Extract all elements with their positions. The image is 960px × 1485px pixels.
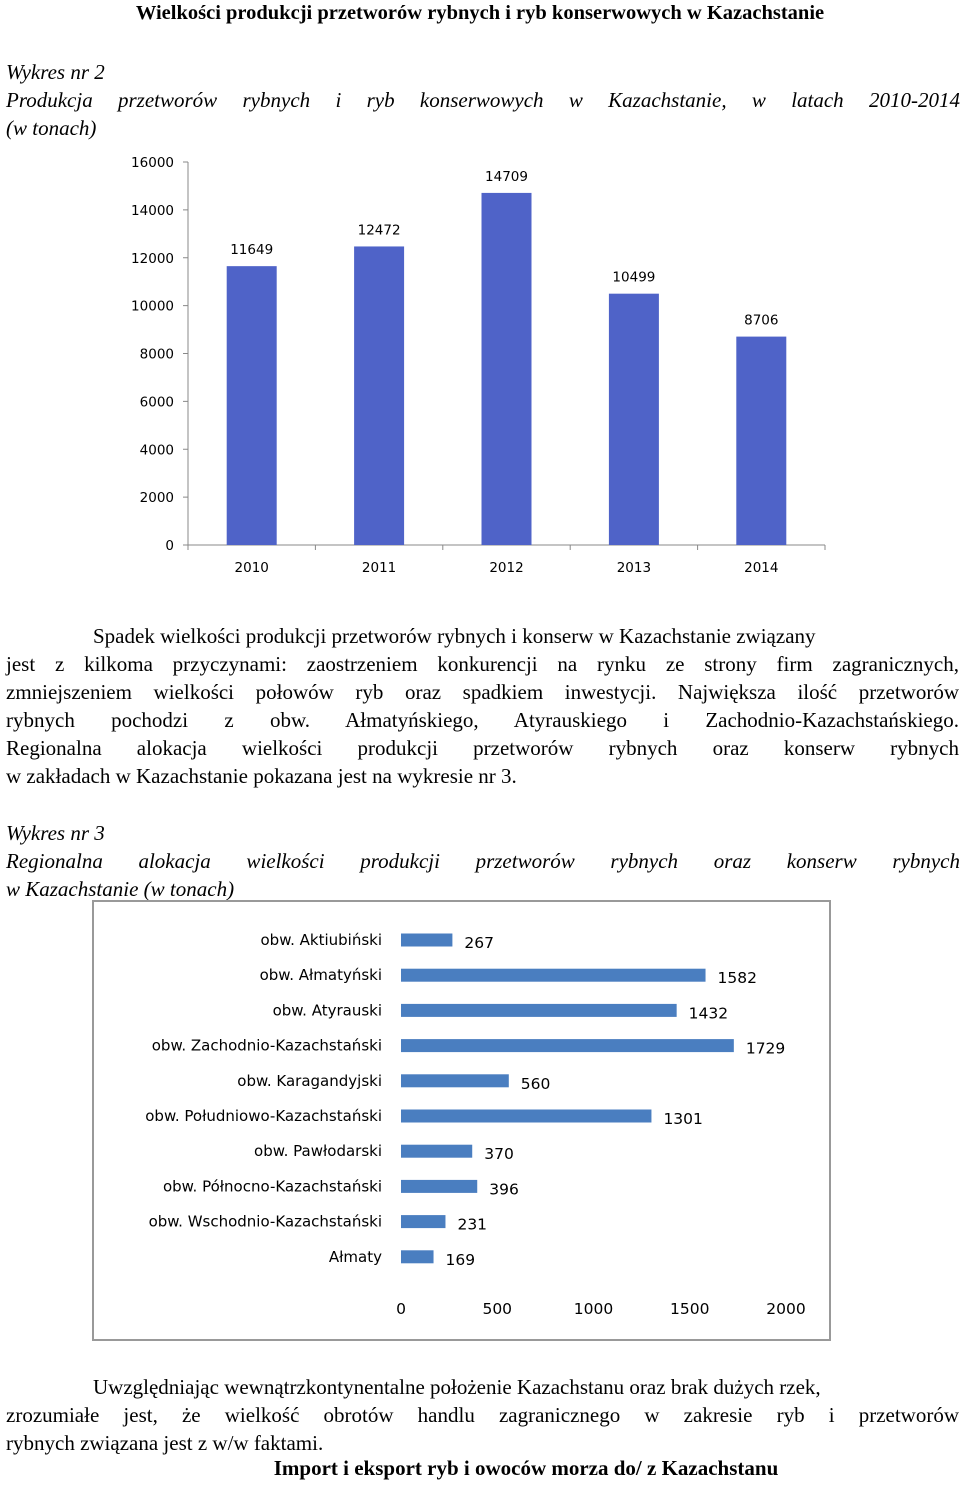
y-tick-label: 12000 <box>131 250 174 267</box>
x-tick-label: 2000 <box>766 1300 806 1318</box>
paragraph2-line3: rybnych związana jest z w/w faktami. <box>6 1431 324 1455</box>
bar-obw. Aktiubiński <box>401 934 452 947</box>
bar-obw. Zachodnio-Kazachstański <box>401 1039 734 1052</box>
data-label: 1729 <box>745 1039 786 1058</box>
category-label: obw. Ałmatyński <box>259 966 382 985</box>
category-label: obw. Karagandyjski <box>237 1071 382 1090</box>
category-label: obw. Pawłodarski <box>254 1142 382 1161</box>
data-label: 1582 <box>717 969 757 988</box>
y-tick-label: 0 <box>165 538 174 554</box>
category-label: obw. Aktiubiński <box>260 931 382 949</box>
regional-bar-chart <box>92 900 832 1342</box>
data-label: 10499 <box>612 269 656 286</box>
x-tick-label: 1000 <box>573 1300 614 1318</box>
data-label: 11649 <box>230 242 274 259</box>
category-label: Ałmaty <box>328 1247 382 1266</box>
y-tick-label: 16000 <box>131 155 174 171</box>
figure3-label: Wykres nr 3 <box>6 821 105 845</box>
bar-2014 <box>736 337 786 545</box>
y-tick-label: 6000 <box>139 394 174 411</box>
category-label: obw. Atyrauski <box>272 1001 382 1020</box>
x-tick-label: 500 <box>482 1300 513 1318</box>
y-tick-label: 14000 <box>131 202 174 219</box>
bar-obw. Ałmatyński <box>401 969 706 982</box>
data-label: 14709 <box>485 168 528 185</box>
x-tick-label: 2012 <box>489 560 524 576</box>
x-tick-label: 0 <box>396 1300 406 1318</box>
paragraph1-line1: Spadek wielkości produkcji przetworów rybnych i konserw w Kazachstanie związany <box>93 624 816 648</box>
data-label: 1432 <box>688 1004 729 1023</box>
paragraph1-line2: jest z kilkoma przyczynami: zaostrzeniem konkurencji na rynku ze strony firm zagranicznych, <box>6 652 959 676</box>
category-label: obw. Zachodnio-Kazachstański <box>151 1036 382 1055</box>
paragraph1-line4: rybnych pochodzi z obw. Ałmatyńskiego, Atyrauskiego i Zachodnio-Kazachstańskiego. <box>6 708 959 732</box>
data-label: 370 <box>484 1145 514 1164</box>
bar-obw. Południowo-Kazachstański <box>401 1110 651 1123</box>
bar-2013 <box>609 294 659 545</box>
data-label: 231 <box>457 1215 488 1234</box>
x-tick-label: 2013 <box>616 560 652 576</box>
bar-2012 <box>482 193 532 545</box>
data-label: 8706 <box>744 312 779 329</box>
bar-obw. Pawłodarski <box>401 1145 472 1158</box>
figure3-caption-line2: w Kazachstanie (w tonach) <box>6 877 235 901</box>
figure2-caption-line1: Produkcja przetworów rybnych i ryb konserwowych w Kazachstanie, w latach 2010-2014 <box>6 88 960 112</box>
x-tick-label: 2010 <box>234 560 269 576</box>
y-tick-label: 8000 <box>139 346 174 363</box>
paragraph1-line5: Regionalna alokacja wielkości produkcji przetworów rybnych oraz konserw rybnych <box>6 736 959 760</box>
category-label: obw. Południowo-Kazachstański <box>145 1107 382 1125</box>
bar-obw. Wschodnio-Kazachstański <box>401 1215 445 1228</box>
figure2-label: Wykres nr 2 <box>6 60 105 84</box>
x-tick-label: 2014 <box>744 560 779 576</box>
bar-Ałmaty <box>401 1250 434 1263</box>
data-label: 267 <box>464 934 494 952</box>
production-bar-chart <box>110 146 840 586</box>
bar-obw. Karagandyjski <box>401 1074 509 1087</box>
y-tick-label: 2000 <box>139 490 174 507</box>
document-heading: Wielkości produkcji przetworów rybnych i ryb konserwowych w Kazachstanie <box>135 2 825 24</box>
figure2-caption-line2: (w tonach) <box>6 116 97 140</box>
bar-2011 <box>354 246 404 545</box>
x-tick-label: 1500 <box>670 1300 710 1318</box>
figure3-caption-line1: Regionalna alokacja wielkości produkcji przetworów rybnych oraz konserw rybnych <box>6 849 960 873</box>
x-tick-label: 2011 <box>361 560 397 576</box>
paragraph1-line3: zmniejszeniem wielkości połowów ryb oraz spadkiem inwestycji. Największa ilość przetworów <box>6 680 959 704</box>
data-label: 12472 <box>357 222 401 239</box>
bar-obw. Północno-Kazachstański <box>401 1180 477 1193</box>
bar-2010 <box>227 266 277 545</box>
section-title: Import i eksport ryb i owoców morza do/ z Kazachstanu <box>273 1456 779 1480</box>
y-tick-label: 10000 <box>131 298 174 315</box>
paragraph1-line6: w zakładach w Kazachstanie pokazana jest na wykresie nr 3. <box>6 764 517 788</box>
bar-obw. Atyrauski <box>401 1004 677 1017</box>
category-label: obw. Wschodnio-Kazachstański <box>148 1212 382 1231</box>
y-tick-label: 4000 <box>139 442 174 459</box>
category-label: obw. Północno-Kazachstański <box>162 1177 382 1196</box>
paragraph2-line2: zrozumiałe jest, że wielkość obrotów handlu zagranicznego w zakresie ryb i przetworów <box>6 1403 959 1427</box>
data-label: 169 <box>445 1250 476 1269</box>
data-label: 396 <box>489 1180 519 1199</box>
paragraph2-line1: Uwzględniając wewnątrzkontynentalne położenie Kazachstanu oraz brak dużych rzek, <box>93 1375 821 1399</box>
data-label: 560 <box>520 1074 551 1093</box>
data-label: 1301 <box>663 1110 703 1128</box>
